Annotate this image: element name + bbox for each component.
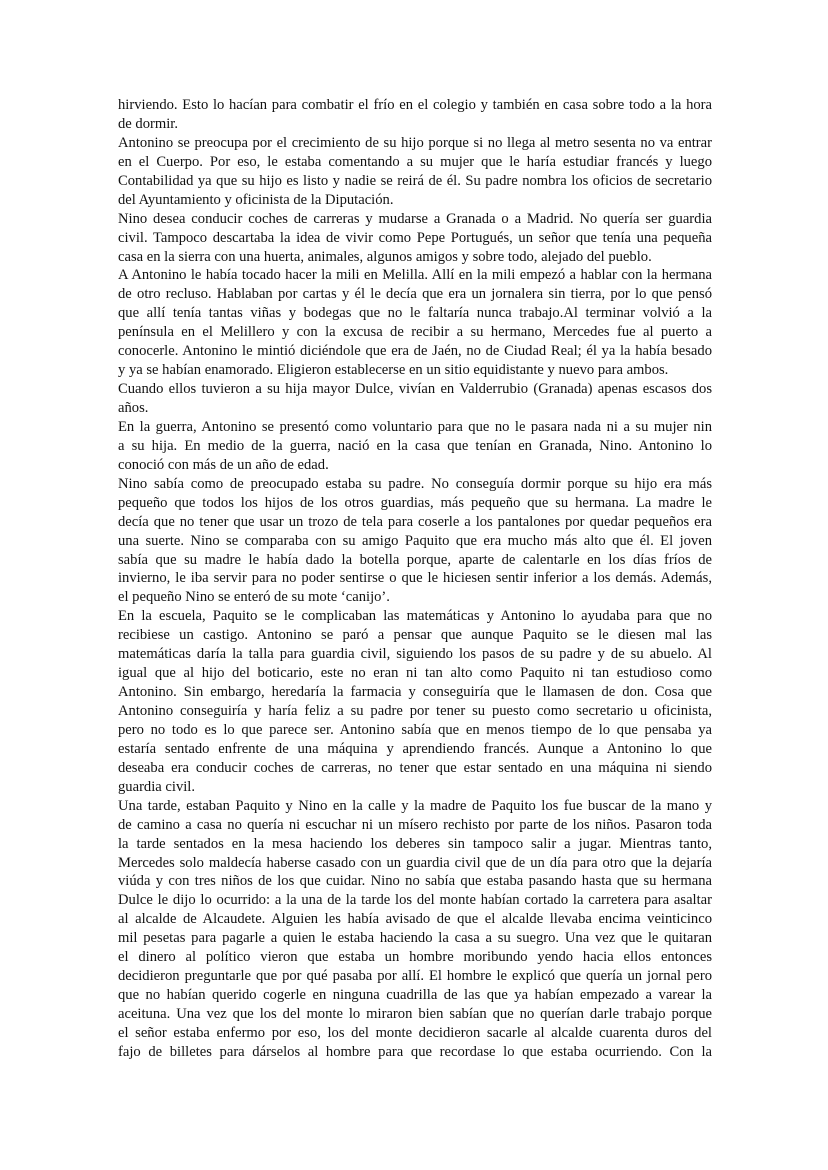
document-body — [118, 96, 712, 1062]
text-line: recibiese un castigo. Antonino se paró a pensar que aunque Paquito se le diesen mal las — [118, 627, 712, 644]
text-line: la tarde sentados en la mesa haciendo los deberes sin tampoco salir a jugar. Mientras tanto, — [118, 835, 712, 852]
text-line: años. — [118, 400, 149, 416]
text-line: estaría sentado enfrente de una máquina y aprendiendo francés. Aunque a Antonino lo que — [118, 740, 712, 757]
text-line: el señor estaba enfermo por eso, los del monte decidieron sacarle al alcalde cuarenta duros del — [118, 1024, 712, 1041]
text-line: el dinero al político vieron que estaba un hombre moribundo yendo hacia ellos entonces — [118, 949, 712, 966]
text-line: aceituna. Una vez que los del monte lo miraron bien sabían que no querían darle trabajo porque — [118, 1006, 712, 1022]
text-line: pero no todo es lo que parece ser. Antonino sabía que en menos tiempo de lo que pensaba ya — [118, 721, 712, 738]
text-line: matemáticas daría la talla para guardia civil, siguiendo los pasos de su padre y de su abuelo. Al — [118, 646, 712, 663]
paragraph — [118, 266, 712, 380]
text-line: decidieron preguntarle que por qué pasaba por allí. El hombre le explicó que quería un jornal pero — [118, 968, 712, 985]
text-line: Antonino se preocupa por el crecimiento de su hijo porque si no llega al metro sesenta no va entrar — [118, 134, 712, 151]
text-line: viúda y con tres niños de los que cuidar. Nino no sabía que estaba pasando hasta que su hermana — [118, 873, 712, 890]
text-line: el pequeño Nino se enteró de su mote ‘canijo’. — [118, 589, 390, 606]
text-line: invierno, le iba servir para no poder sentirse o que le hiciesen sentir inferior a los demás. Además, — [118, 570, 712, 587]
text-line: decía que no tener que usar un trozo de tela para coserle a los pantalones por quedar pequeños era — [118, 513, 712, 530]
text-line: pequeño que todos los hijos de los otros guardias, más pequeño que su hermana. La madre le — [118, 494, 712, 511]
paragraph — [118, 418, 712, 475]
text-line: En la escuela, Paquito se le complicaban las matemáticas y Antonino lo ayudaba para que no — [118, 608, 712, 625]
paragraph — [118, 475, 712, 608]
text-line: Nino sabía como de preocupado estaba su padre. No conseguía dormir porque su hijo era más — [118, 475, 712, 492]
text-line: Contabilidad ya que su hijo es listo y nadie se reirá de él. Su padre nombra los oficios de secretario — [118, 172, 712, 189]
text-line: Nino desea conducir coches de carreras y mudarse a Granada o a Madrid. No quería ser guardia — [118, 210, 712, 227]
text-line: civil. Tampoco descartaba la idea de vivir como Pepe Portugués, un señor que tenía una pequeña — [118, 229, 712, 246]
text-line: hirviendo. Esto lo hacían para combatir el frío en el colegio y también en casa sobre todo a la hora — [118, 97, 712, 113]
text-line: al alcalde de Alcaudete. Alguien les había avisado de que el alcalde llevaba encima veinticinco — [118, 911, 712, 928]
text-line: que allí tenía tantas viñas y bodegas que no le faltaría nunca trabajo.Al terminar volvió a la — [118, 305, 712, 322]
text-line: en el Cuerpo. Por eso, le estaba comentando a su mujer que le haría estudiar francés y luego — [118, 153, 712, 170]
text-line: deseaba era conducir coches de carreras, no tener que estar sentado en una máquina ni siendo — [118, 759, 712, 776]
text-line: mil pesetas para pagarle a quien le estaba haciendo la casa a su suegro. Una vez que le quitaran — [118, 930, 712, 947]
text-line: sabía que su madre le había dado la botella porque, aparte de calentarle en los días fríos de — [118, 551, 712, 568]
text-line: Mercedes solo maldecía haberse casado con un guardia civil que de un día para otro que la dejaría — [118, 854, 712, 871]
text-line: Dulce le dijo lo ocurrido: a la una de la tarde los del monte habían cortado la carretera para asaltar — [118, 892, 712, 909]
text-line: una suerte. Nino se comparaba con su amigo Paquito que era mucho más alto que él. El joven — [118, 532, 712, 549]
text-line: casa en la sierra con una huerta, animales, algunos amigos y sobre todo, alejado del pueblo. — [118, 248, 652, 265]
text-line: Antonino conseguiría y haría feliz a su padre por tener su puesto como secretario u oficinista, — [118, 703, 712, 719]
text-line: A Antonino le había tocado hacer la mili en Melilla. Allí en la mili empezó a hablar con la hermana — [118, 267, 712, 284]
text-line: península en el Melillero y con la excusa de recibir a su hermano, Mercedes fue al puerto a — [118, 324, 712, 341]
text-line: igual que al hijo del boticario, este no eran ni tan alto como Paquito ni tan estudioso como — [118, 665, 712, 682]
text-line: y ya se habían enamorado. Eligieron establecerse en un sitio equidistante y nuevo para ambos. — [118, 362, 669, 379]
text-line: En la guerra, Antonino se presentó como voluntario para que no le pasara nada ni a su mujer nin — [118, 418, 712, 435]
text-line: conoció con más de un año de edad. — [118, 456, 329, 473]
text-line: del Ayuntamiento y oficinista de la Diputación. — [118, 191, 394, 208]
paragraph — [118, 607, 712, 796]
paragraph — [118, 797, 712, 1062]
text-line: conocerle. Antonino le mintió diciéndole que era de Jaén, no de Ciudad Real; él ya la había besado — [118, 343, 712, 360]
text-line: de otro recluso. Hablaban por cartas y él le decía que era un jornalera sin tierra, por lo que pensó — [118, 286, 712, 303]
paragraph — [118, 134, 712, 210]
text-line: a su hija. En medio de la guerra, nació en la casa que tenían en Granada, Nino. Antonino lo — [118, 437, 712, 454]
text-line: Antonino. Sin embargo, heredaría la farmacia y conseguiría que le llamasen de don. Cosa que — [118, 684, 712, 701]
text-line: Cuando ellos tuvieron a su hija mayor Dulce, vivían en Valderrubio (Granada) apenas escasos dos — [118, 381, 712, 398]
text-line: fajo de billetes para dárselos al hombre para que recordase lo que estaba ocurriendo. Con la — [118, 1043, 712, 1060]
text-line: que no habían querido cogerle en ninguna cuadrilla de las que ya habían empezado a varear la — [118, 987, 712, 1004]
paragraph — [118, 210, 712, 267]
text-line: de camino a casa no quería ni escuchar ni un mísero rechisto por parte de los niños. Pasaron toda — [118, 816, 712, 833]
text-line: Una tarde, estaban Paquito y Nino en la calle y la madre de Paquito los fue buscar de la mano y — [118, 797, 712, 814]
text-line: guardia civil. — [118, 778, 195, 795]
text-line: de dormir. — [118, 115, 178, 132]
paragraph — [118, 380, 712, 418]
paragraph — [118, 96, 712, 134]
